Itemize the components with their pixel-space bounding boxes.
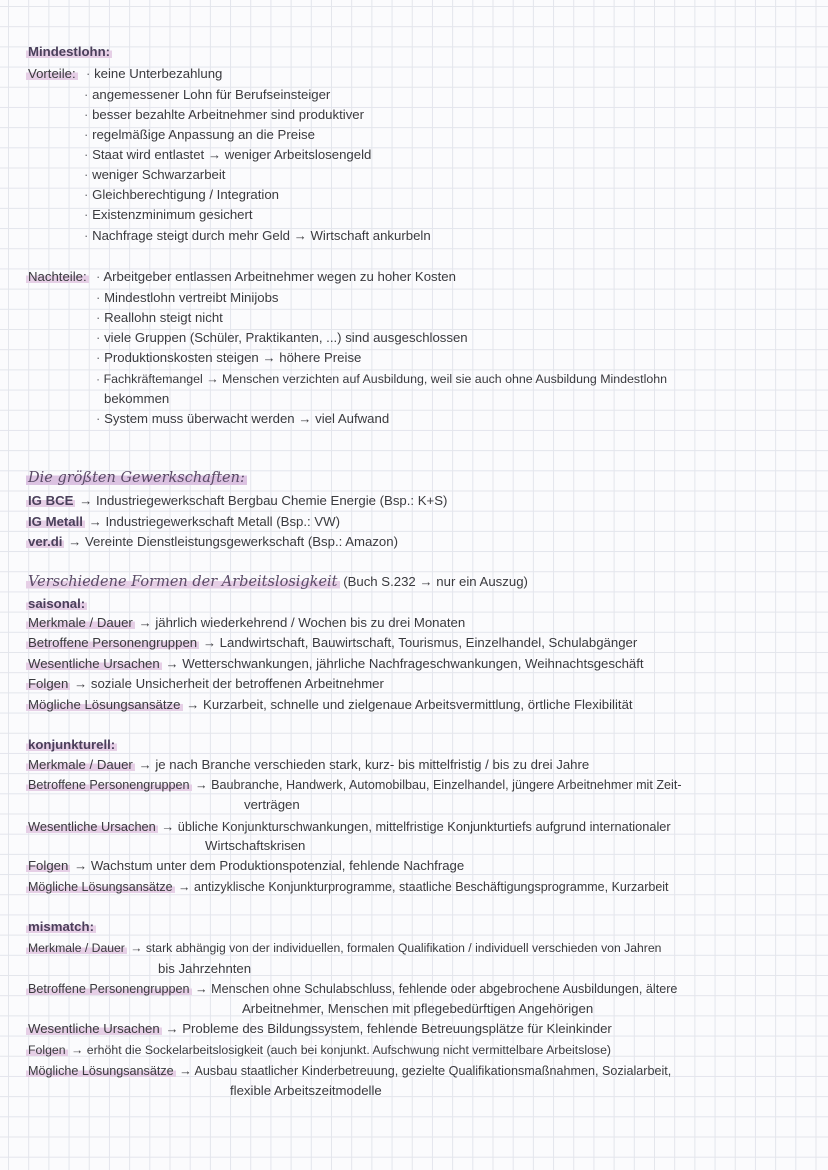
table-row: Merkmale / Dauer → je nach Branche verschieden stark, kurz- bis mittelfristig / bis zu drei Jahre	[28, 757, 590, 772]
list-item: · Reallohn steigt nicht	[96, 310, 223, 325]
table-row-continuation: Wirtschaftskrisen	[205, 838, 306, 853]
list-item: · regelmäßige Anpassung an die Preise	[84, 127, 315, 142]
list-item: · Gleichberechtigung / Integration	[84, 187, 280, 202]
table-row-continuation: Arbeitnehmer, Menschen mit pflegebedürftigen Angehörigen	[242, 1001, 594, 1016]
table-row: Betroffene Personengruppen → Menschen ohne Schulabschluss, fehlende oder abgebrochene Ausbildungen, ältere	[28, 982, 678, 996]
table-row: Wesentliche Ursachen → Probleme des Bildungssystem, fehlende Betreuungsplätze für Kleinkinder	[28, 1021, 612, 1036]
table-row: Merkmale / Dauer → stark abhängig von der individuellen, formalen Qualifikation / individuell verschieden von Jahren	[28, 941, 662, 955]
vorteile-label: Vorteile:	[28, 66, 76, 81]
list-item-continuation: bekommen	[104, 391, 170, 406]
subsection-mismatch: mismatch:	[28, 919, 94, 934]
list-item: IG Metall → Industriegewerkschaft Metall (Bsp.: VW)	[28, 514, 341, 529]
list-item: · Produktionskosten steigen → höhere Preise	[96, 350, 362, 365]
table-row: Folgen → soziale Unsicherheit der betroffenen Arbeitnehmer	[28, 676, 384, 691]
list-item: · Fachkräftemangel → Menschen verzichten auf Ausbildung, weil sie auch ohne Ausbildung Mindestlohn	[96, 372, 668, 386]
table-row-continuation: verträgen	[244, 797, 300, 812]
list-item: · System muss überwacht werden → viel Aufwand	[96, 411, 390, 426]
table-row: Mögliche Lösungsansätze → Kurzarbeit, schnelle und zielgenaue Arbeitsvermittlung, örtliche Flexibilität	[28, 697, 633, 712]
table-row: Merkmale / Dauer → jährlich wiederkehrend / Wochen bis zu drei Monaten	[28, 615, 466, 630]
list-item: · Mindestlohn vertreibt Minijobs	[96, 290, 279, 305]
list-item: ver.di → Vereinte Dienstleistungsgewerkschaft (Bsp.: Amazon)	[28, 534, 398, 549]
nachteile-label: Nachteile:	[28, 269, 87, 284]
table-row: Mögliche Lösungsansätze → Ausbau staatlicher Kinderbetreuung, gezielte Qualifikationsmaßnahmen, Sozialarbeit,	[28, 1064, 672, 1078]
table-row: Wesentliche Ursachen → übliche Konjunkturschwankungen, mittelfristige Konjunkturtiefs aufgrund internationaler	[28, 819, 671, 834]
list-item: · weniger Schwarzarbeit	[84, 167, 226, 182]
list-item: · viele Gruppen (Schüler, Praktikanten, ...) sind ausgeschlossen	[96, 330, 468, 345]
table-row: Folgen → erhöht die Sockelarbeitslosigkeit (auch bei konjunkt. Aufschwung nicht vermittelbare Arbeitslose)	[28, 1043, 612, 1057]
list-item: · besser bezahlte Arbeitnehmer sind produktiver	[84, 107, 365, 122]
list-item: · Existenzminimum gesichert	[84, 207, 253, 222]
list-item: · Arbeitgeber entlassen Arbeitnehmer wegen zu hoher Kosten	[96, 269, 456, 284]
section-title-arbeitslosigkeit: Verschiedene Formen der Arbeitslosigkeit (Buch S.232 → nur ein Auszug)	[28, 574, 528, 590]
list-item: · angemessener Lohn für Berufseinsteiger	[84, 87, 331, 102]
list-item: · keine Unterbezahlung	[86, 66, 223, 81]
table-row-continuation: bis Jahrzehnten	[158, 961, 252, 976]
subsection-saisonal: saisonal:	[28, 596, 86, 611]
table-row: Mögliche Lösungsansätze → antizyklische Konjunkturprogramme, staatliche Beschäftigungsprogramme, Kurzarbeit	[28, 880, 669, 894]
table-row: Folgen → Wachstum unter dem Produktionspotenzial, fehlende Nachfrage	[28, 858, 465, 873]
table-row: Wesentliche Ursachen → Wetterschwankungen, jährliche Nachfrageschwankungen, Weihnachtsgeschäft	[28, 656, 644, 671]
subsection-konjunkturell: konjunkturell:	[28, 737, 116, 752]
table-row: Betroffene Personengruppen → Landwirtschaft, Bauwirtschaft, Tourismus, Einzelhandel, Schulabgänger	[28, 635, 638, 650]
table-row-continuation: flexible Arbeitszeitmodelle	[230, 1083, 382, 1098]
table-row: Betroffene Personengruppen → Baubranche, Handwerk, Automobilbau, Einzelhandel, jüngere Arbeitnehmer mit Zeit-	[28, 778, 682, 792]
section-title-mindestlohn: Mindestlohn:	[28, 44, 111, 59]
list-item: IG BCE → Industriegewerkschaft Bergbau Chemie Energie (Bsp.: K+S)	[28, 493, 448, 508]
list-item: · Nachfrage steigt durch mehr Geld → Wirtschaft ankurbeln	[84, 228, 431, 243]
section-title-gewerkschaften: Die größten Gewerkschaften:	[28, 470, 245, 486]
list-item: · Staat wird entlastet → weniger Arbeitslosengeld	[84, 147, 372, 162]
